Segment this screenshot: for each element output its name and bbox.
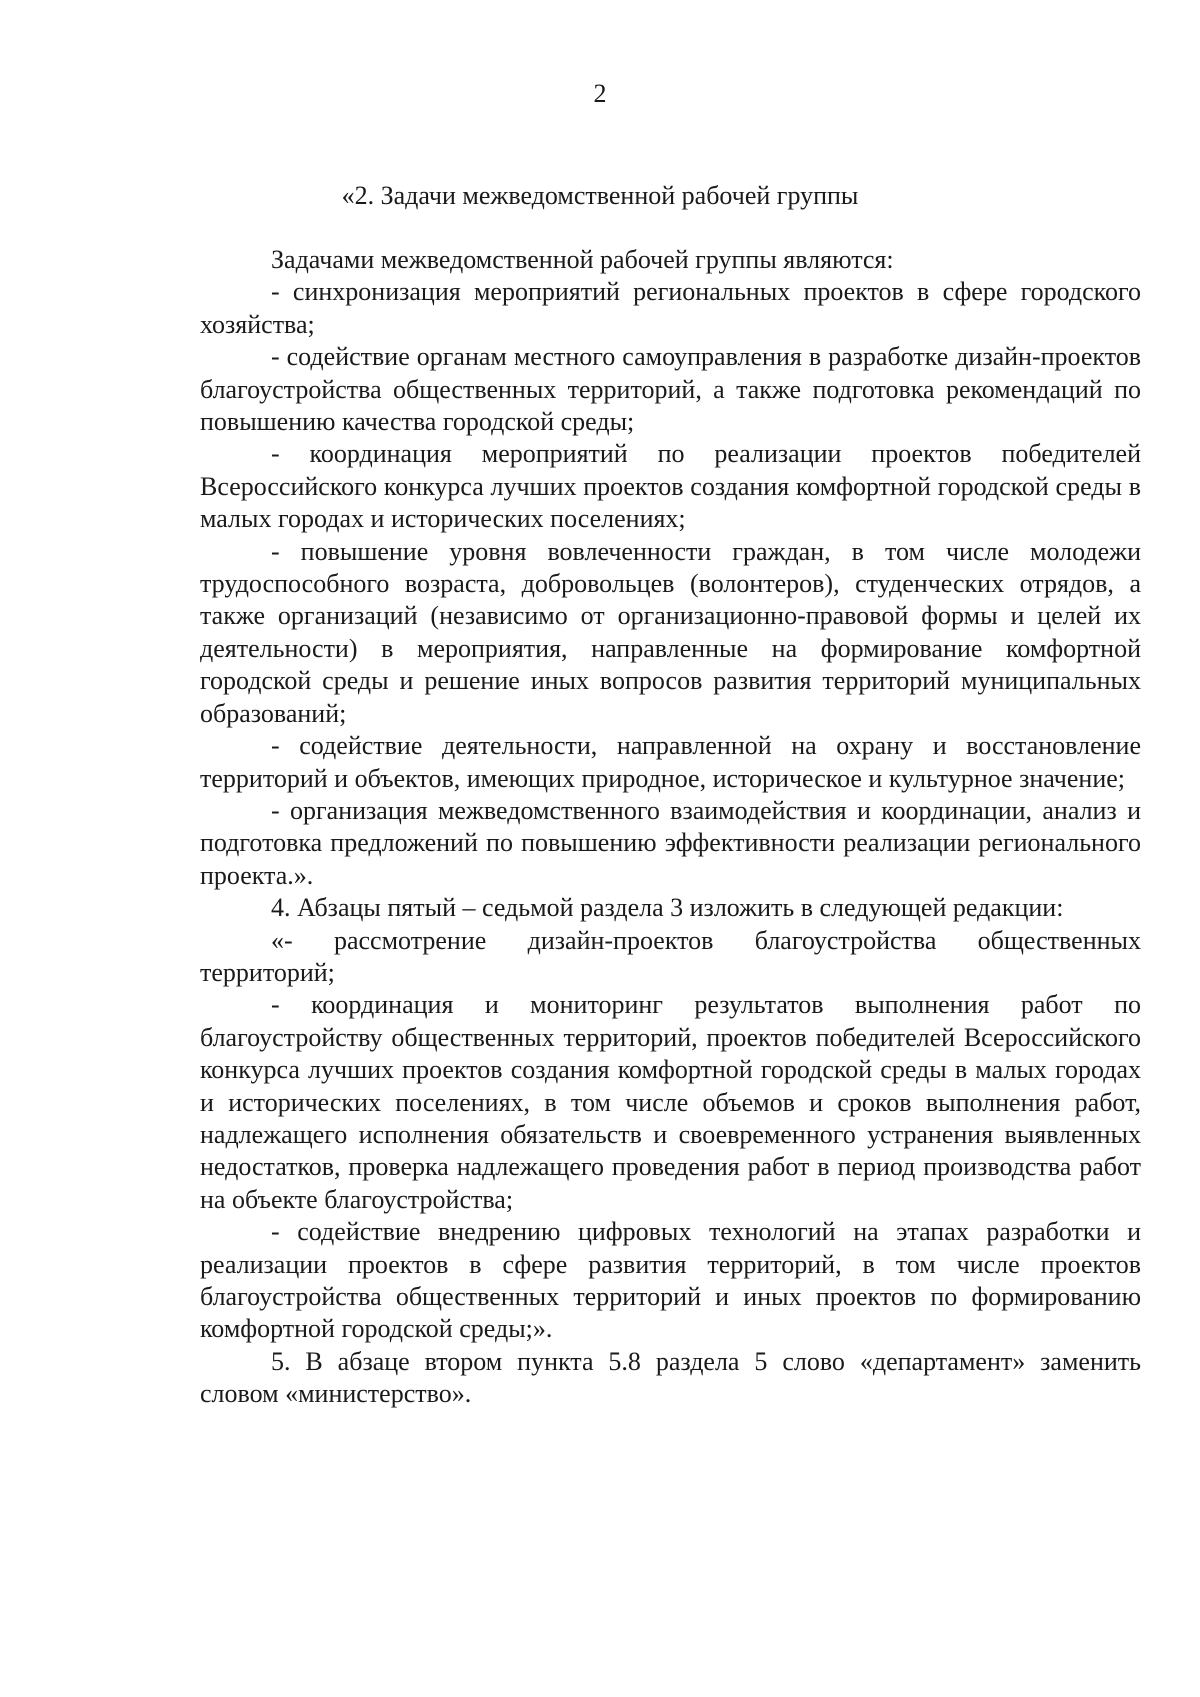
paragraph-task-6: - организация межведомственного взаимодействия и координации, анализ и подготовка предложений по повышению эффективности реализации регионального проекта.».: [200, 795, 1141, 890]
page-number: 2: [593, 79, 607, 108]
paragraph-item-4-sub-2: - координация и мониторинг результатов выполнения работ по благоустройству общественных территорий, проектов победителей Всероссийского конкурса лучших проектов создания комфортной городской среды в малых городах и исторических поселениях, в том числе объемов и сроков выполнения работ, надлежащего исполнения обязательств и своевременного устранения выявленных недостатков, проверка надлежащего проведения работ в период производства работ на объекте благоустройства;: [200, 990, 1141, 1214]
paragraph-task-4: - повышение уровня вовлеченности граждан, в том числе молодежи трудоспособного возраста, добровольцев (волонтеров), студенческих отрядов, а также организаций (независимо от организационно-правовой формы и целей их деятельности) в мероприятия, направленные на формирование комфортной городской среды и решение иных вопросов развития территорий муниципальных образований;: [200, 536, 1141, 728]
paragraph-task-1: - синхронизация мероприятий региональных проектов в сфере городского хозяйства;: [200, 277, 1141, 339]
paragraph-intro: Задачами межведомственной рабочей группы являются:: [271, 245, 894, 274]
paragraph-item-4-sub-3: - содействие внедрению цифровых технологий на этапах разработки и реализации проектов в сфере развития территорий, в том числе проектов благоустройства общественных территорий и иных проектов по формированию комфортной городской среды;».: [200, 1217, 1141, 1344]
paragraph-item-4-sub-1: «- рассмотрение дизайн-проектов благоустройства общественных территорий;: [200, 925, 1141, 987]
paragraph-task-2: - содействие органам местного самоуправления в разработке дизайн-проектов благоустройства общественных территорий, а также подготовка рекомендаций по повышению качества городской среды;: [200, 342, 1141, 437]
section-heading: «2. Задачи межведомственной рабочей группы: [341, 181, 859, 210]
document-body: [200, 244, 1141, 1411]
paragraph-item-4: 4. Абзацы пятый – седьмой раздела 3 изложить в следующей редакции:: [271, 893, 1064, 923]
paragraph-task-5: - содействие деятельности, направленной на охрану и восстановление территорий и объектов, имеющих природное, историческое и культурное значение;: [200, 731, 1141, 793]
paragraph-item-5: 5. В абзаце втором пункта 5.8 раздела 5 слово «департамент» заменить словом «министерство».: [200, 1346, 1141, 1409]
paragraph-task-3: - координация мероприятий по реализации проектов победителей Всероссийского конкурса лучших проектов создания комфортной городской среды в малых городах и исторических поселениях;: [200, 439, 1141, 534]
